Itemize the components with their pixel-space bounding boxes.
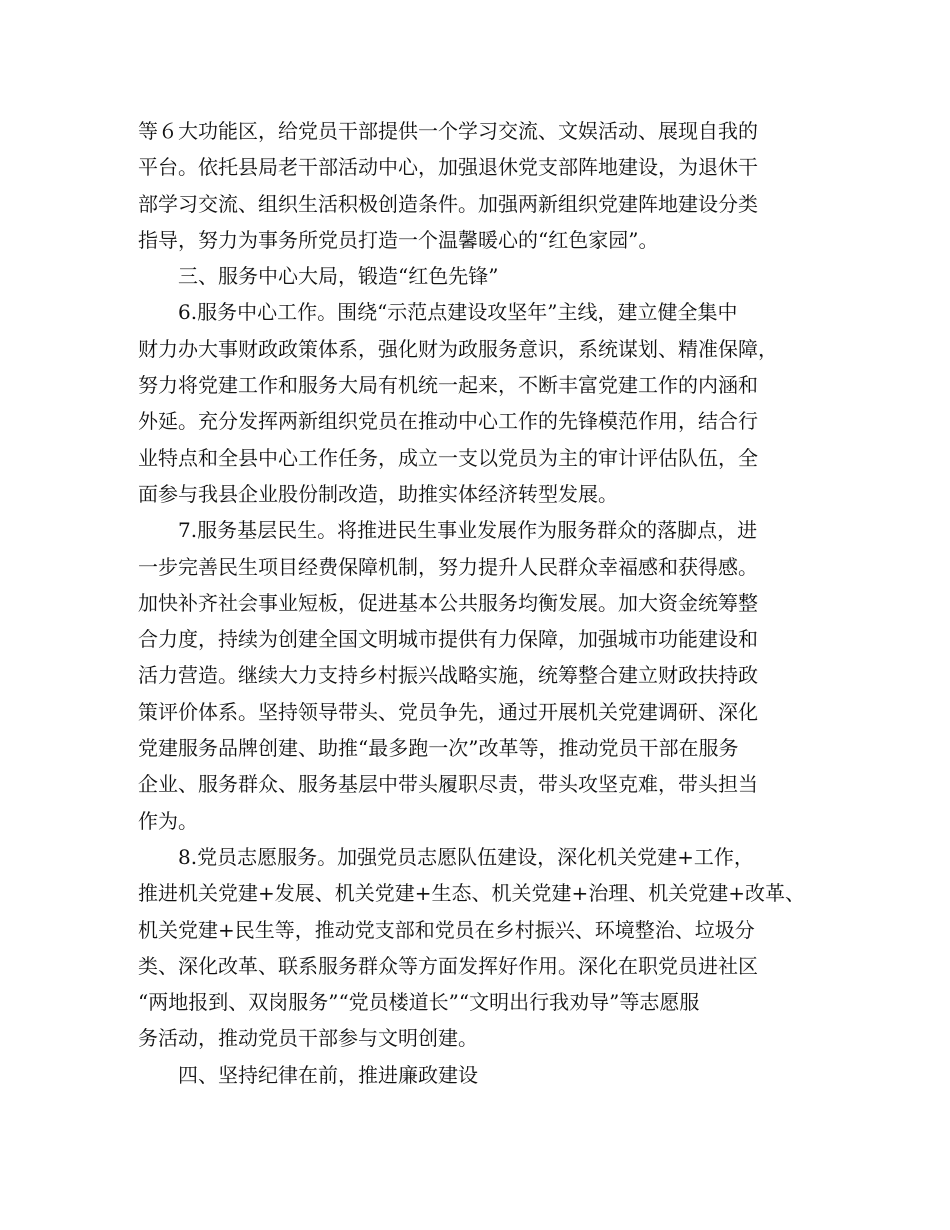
text-line: 外延。充分发挥两新组织党员在推动中心工作的先锋模范作用，结合行 — [138, 409, 758, 434]
text-line: 加快补齐社会事业短板，促进基本公共服务均衡发展。加大资金统筹整 — [138, 590, 758, 615]
text-line: 推进机关党建+发展、机关党建+生态、机关党建+治理、机关党建+改革、 — [138, 881, 806, 906]
document-body — [138, 113, 818, 1093]
text-line: “两地报到、双岗服务”“党员楼道长”“文明出行我劝导”等志愿服 — [138, 990, 700, 1015]
text-line: 等６大功能区，给党员干部提供一个学习交流、文娱活动、展现自我的 — [138, 119, 758, 143]
text-line: 指导，努力为事务所党员打造一个温馨暖心的“红色家园”。 — [138, 227, 659, 252]
text-line: 一步完善民生项目经费保障机制，努力提升人民群众幸福感和获得感。 — [138, 554, 758, 579]
text-line: 7.服务基层民生。将推进民生事业发展作为服务群众的落脚点，进 — [178, 518, 758, 543]
text-line: 三、服务中心大局，锻造“红色先锋” — [178, 264, 499, 289]
text-line: 类、深化改革、联系服务群众等方面发挥好作用。深化在职党员进社区 — [138, 953, 758, 978]
text-line: 财力办大事财政政策体系，强化财为政服务意识，系统谋划、精准保障， — [138, 336, 778, 361]
text-line: 平台。依托县局老干部活动中心，加强退休党支部阵地建设，为退休干 — [138, 155, 758, 180]
text-line: 努力将党建工作和服务大局有机统一起来，不断丰富党建工作的内涵和 — [138, 373, 758, 398]
text-line: 6.服务中心工作。围绕“示范点建设攻坚年”主线，建立健全集中 — [178, 300, 738, 325]
text-line: 机关党建+民生等，推动党支部和党员在乡村振兴、环境整治、垃圾分 — [138, 917, 755, 942]
text-line: 合力度，持续为创建全国文明城市提供有力保障，加强城市功能建设和 — [138, 627, 758, 652]
text-line: 务活动，推动党员干部参与文明创建。 — [138, 1026, 478, 1051]
text-line: 作为。 — [138, 808, 198, 833]
text-line: 部学习交流、组织生活积极创造条件。加强两新组织党建阵地建设分类 — [138, 191, 758, 216]
text-line: 党建服务品牌创建、助推“最多跑一次”改革等，推动党员干部在服务 — [138, 736, 739, 761]
text-line: 企业、服务群众、服务基层中带头履职尽责，带头攻坚克难，带头担当 — [138, 772, 758, 797]
text-line: 活力营造。继续大力支持乡村振兴战略实施，统筹整合建立财政扶持政 — [138, 663, 758, 688]
text-line: 业特点和全县中心工作任务，成立一支以党员为主的审计评估队伍，全 — [138, 445, 758, 470]
text-line: 面参与我县企业股份制改造，助推实体经济转型发展。 — [138, 481, 618, 506]
text-line: 策评价体系。坚持领导带头、党员争先，通过开展机关党建调研、深化 — [138, 699, 758, 724]
text-line: 四、坚持纪律在前，推进廉政建设 — [178, 1062, 478, 1087]
text-line: 8.党员志愿服务。加强党员志愿队伍建设，深化机关党建+工作， — [178, 844, 754, 869]
